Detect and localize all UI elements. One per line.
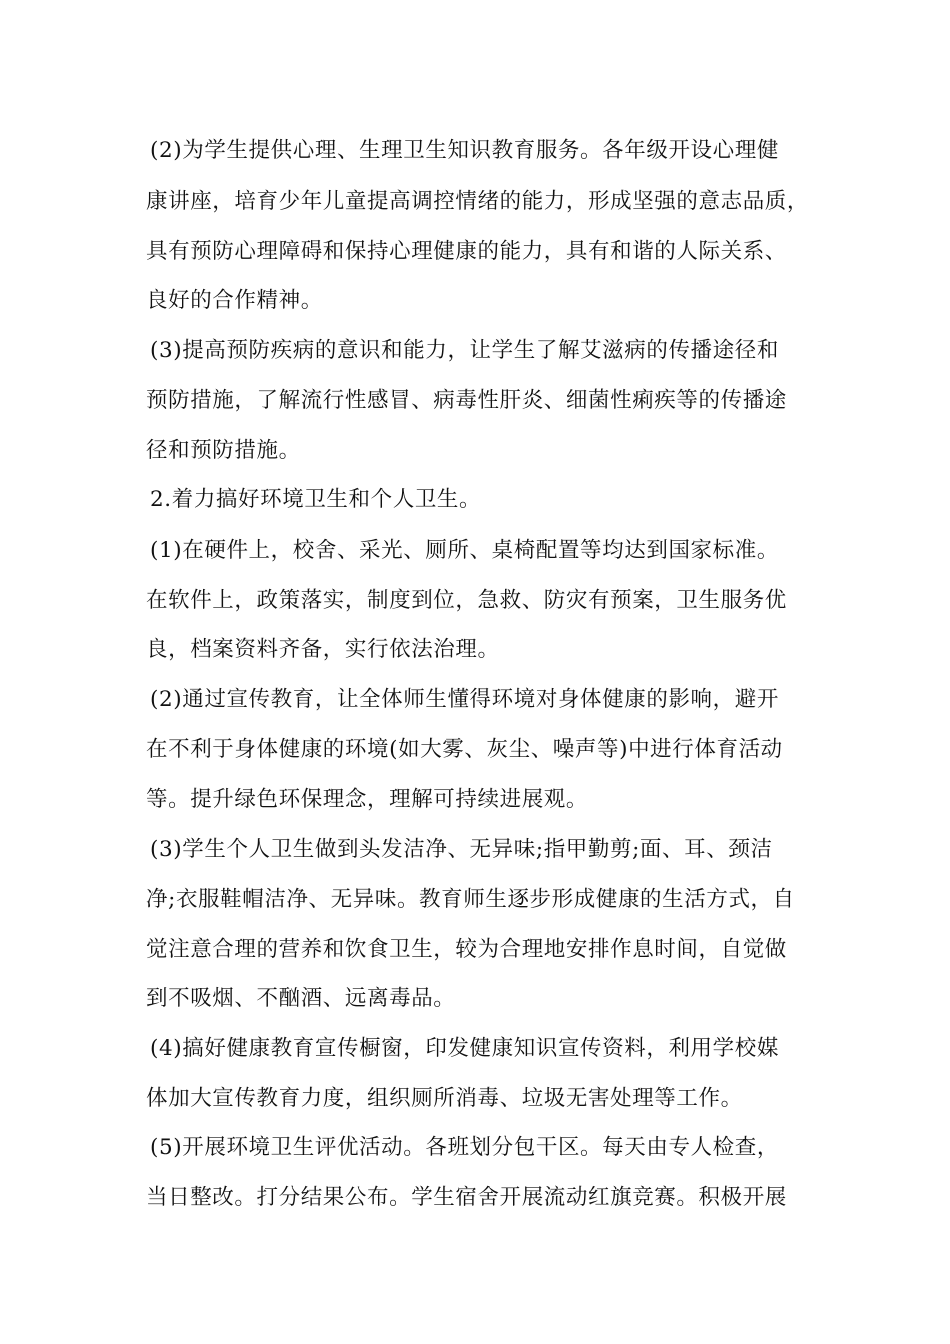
text-line: 良，档案资料齐备，实行依法治理。 [146, 637, 500, 662]
text-line: (2)为学生提供心理、生理卫生知识教育服务。各年级开设心理健 [150, 138, 779, 163]
text-line: 良好的合作精神。 [146, 288, 323, 313]
text-line: 到不吸烟、不酗酒、远离毒品。 [146, 986, 456, 1011]
text-line: 体加大宣传教育力度，组织厕所消毒、垃圾无害处理等工作。 [146, 1086, 743, 1111]
text-line: 净;衣服鞋帽洁净、无异味。教育师生逐步形成健康的生活方式，自 [146, 887, 795, 912]
text-line: 等。提升绿色环保理念，理解可持续进展观。 [146, 787, 589, 812]
text-line: (5)开展环境卫生评优活动。各班划分包干区。每天由专人检查， [150, 1135, 779, 1160]
text-line: 在不利于身体健康的环境(如大雾、灰尘、噪声等)中进行体育活动 [146, 737, 783, 762]
text-line: (1)在硬件上，校舍、采光、厕所、桌椅配置等均达到国家标准。 [150, 538, 779, 563]
text-line: 具有预防心理障碍和保持心理健康的能力，具有和谐的人际关系、 [146, 239, 787, 264]
text-line: (3)学生个人卫生做到头发洁净、无异味;指甲勤剪;面、耳、颈洁 [150, 837, 773, 862]
text-line: 在软件上，政策落实，制度到位，急救、防灾有预案，卫生服务优 [146, 588, 787, 613]
text-line: (3)提高预防疾病的意识和能力，让学生了解艾滋病的传播途径和 [150, 338, 779, 363]
text-line: (4)搞好健康教育宣传橱窗，印发健康知识宣传资料，利用学校媒 [150, 1036, 779, 1061]
text-line: 觉注意合理的营养和饮食卫生，较为合理地安排作息时间，自觉做 [146, 937, 787, 962]
text-line: 康讲座，培育少年儿童提高调控情绪的能力，形成坚强的意志品质， [146, 189, 810, 214]
text-line: 当日整改。打分结果公布。学生宿舍开展流动红旗竞赛。积极开展 [146, 1185, 787, 1210]
text-line: 预防措施，了解流行性感冒、病毒性肝炎、细菌性痢疾等的传播途 [146, 388, 787, 413]
text-line: 径和预防措施。 [146, 438, 301, 463]
text-line: (2)通过宣传教育，让全体师生懂得环境对身体健康的影响，避开 [150, 687, 779, 712]
section-heading: 2.着力搞好环境卫生和个人卫生。 [150, 487, 482, 512]
